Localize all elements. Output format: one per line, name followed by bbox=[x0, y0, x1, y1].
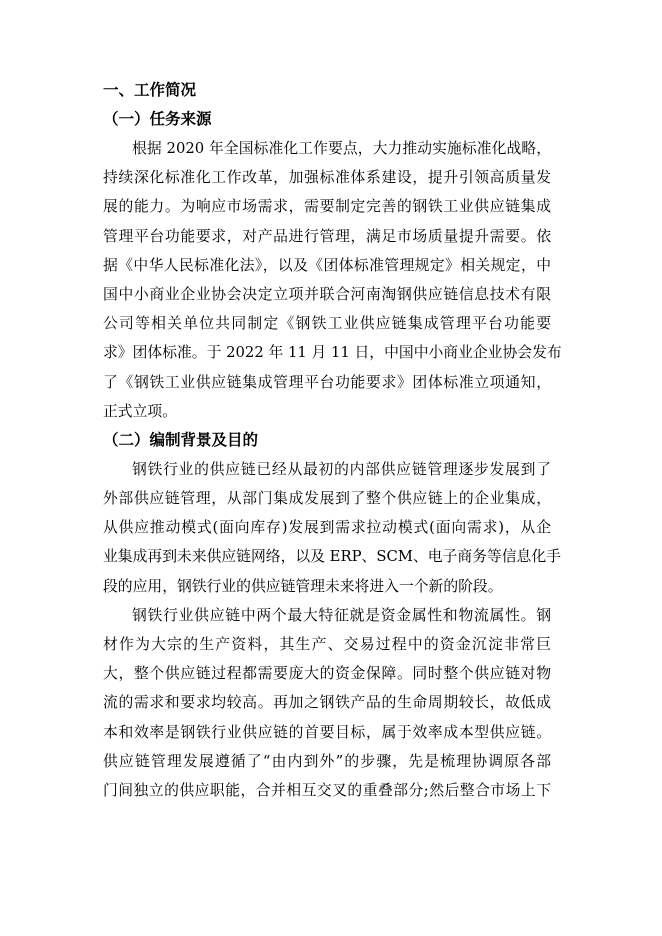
paragraph-line: 国中小商业企业协会决定立项并联合河南淘钢供应链信息技术有限 bbox=[103, 285, 551, 303]
paragraph-line: 大，整个供应链过程都需要庞大的资金保障。同时整个供应链对物 bbox=[103, 665, 551, 683]
paragraph-supply-chain-evolution bbox=[103, 455, 561, 601]
paragraph-line: 了《钢铁工业供应链集成管理平台功能要求》团体标准立项通知， bbox=[103, 373, 551, 391]
paragraph-line: 展的能力。为响应市场需求，需要制定完善的钢铁工业供应链集成 bbox=[103, 198, 551, 216]
paragraph-line: 供应链管理发展遵循了“由内到外”的步骤，先是梳理协调原各部 bbox=[103, 752, 551, 770]
paragraph-line: 钢铁行业供应链中两个最大特征就是资金属性和物流属性。钢 bbox=[132, 606, 551, 624]
paragraph-line: 求》团体标准。于 2022 年 11 月 11 日，中国中小商业企业协会发布 bbox=[103, 344, 562, 362]
paragraph-line: 据《中华人民标准化法》，以及《团体标准管理规定》相关规定，中 bbox=[103, 256, 551, 274]
paragraph-line: 管理平台功能要求，对产品进行管理，满足市场质量提升需要。依 bbox=[103, 227, 551, 245]
subsection-heading-task-source: （一）任务来源 bbox=[103, 110, 212, 128]
paragraph-line: 段的应用，钢铁行业的供应链管理未来将进入一个新的阶段。 bbox=[103, 577, 503, 595]
paragraph-line: 公司等相关单位共同制定《钢铁工业供应链集成管理平台功能要 bbox=[103, 315, 551, 333]
paragraph-line: 业集成再到未来供应链网络，以及 ERP、SCM、电子商务等信息化手 bbox=[103, 548, 561, 566]
paragraph-line: 门间独立的供应职能，合并相互交叉的重叠部分;然后整合市场上下 bbox=[103, 781, 551, 799]
paragraph-line: 外部供应链管理，从部门集成发展到了整个供应链上的企业集成， bbox=[103, 490, 551, 508]
paragraph-line: 正式立项。 bbox=[103, 402, 177, 420]
section-heading-work-overview: 一、工作简况 bbox=[103, 81, 197, 99]
document-page bbox=[103, 76, 562, 805]
paragraph-supply-chain-features bbox=[103, 601, 551, 805]
paragraph-task-source bbox=[103, 134, 562, 426]
paragraph-line: 钢铁行业的供应链已经从最初的内部供应链管理逐步发展到了 bbox=[132, 460, 551, 478]
paragraph-line: 材作为大宗的生产资料，其生产、交易过程中的资金沉淀非常巨 bbox=[103, 636, 551, 653]
paragraph-line: 本和效率是钢铁行业供应链的首要目标，属于效率成本型供应链。 bbox=[103, 723, 551, 741]
paragraph-line: 从供应推动模式(面向库存)发展到需求拉动模式(面向需求)，从企 bbox=[103, 519, 551, 537]
subsection-heading-background-purpose: （二）编制背景及目的 bbox=[103, 430, 259, 449]
paragraph-line: 流的需求和要求均较高。再加之钢铁产品的生命周期较长，故低成 bbox=[103, 694, 551, 712]
paragraph-line: 根据 2020 年全国标准化工作要点，大力推动实施标准化战略， bbox=[132, 140, 551, 157]
paragraph-line: 持续深化标准化工作改革，加强标准体系建设，提升引领高质量发 bbox=[103, 169, 551, 187]
